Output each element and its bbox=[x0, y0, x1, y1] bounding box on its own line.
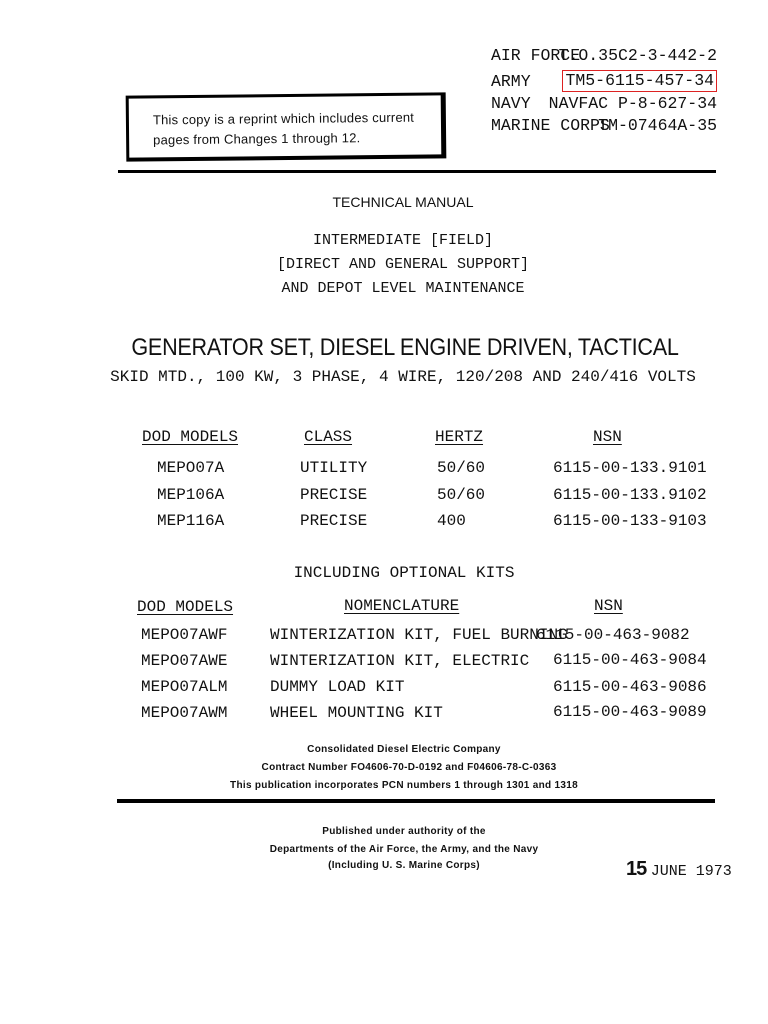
kits-row-4-nsn: 6115-00-463-9089 bbox=[553, 703, 707, 721]
marine-corps-label: MARINE CORPS bbox=[491, 116, 610, 135]
authority-line-2: Departments of the Air Force, the Army, and the Navy bbox=[269, 844, 539, 855]
models-row-1-class: UTILITY bbox=[300, 459, 368, 477]
contract-numbers: Contract Number FO4606-70-D-0192 and F04606-78-C-0363 bbox=[261, 762, 557, 773]
kits-row-1-nomenclature: WINTERIZATION KIT, FUEL BURNING bbox=[270, 626, 568, 644]
header-divider bbox=[118, 170, 716, 173]
air-force-number bbox=[491, 46, 717, 68]
publication-date bbox=[626, 858, 732, 881]
kits-row-4-model: MEPO07AWM bbox=[141, 704, 228, 722]
models-header-model: DOD MODELS bbox=[142, 428, 239, 446]
kits-row-1-nsn: 6115-00-463-9082 bbox=[536, 626, 690, 644]
models-header-class: CLASS bbox=[304, 428, 353, 446]
models-row-2-hertz: 50/60 bbox=[437, 486, 486, 504]
reprint-notice-box bbox=[126, 92, 447, 161]
maintenance-level-line-1: INTERMEDIATE [FIELD] bbox=[312, 232, 494, 249]
maintenance-level-line-3: AND DEPOT LEVEL MAINTENANCE bbox=[281, 280, 525, 297]
kits-heading: INCLUDING OPTIONAL KITS bbox=[293, 564, 515, 582]
navy-number bbox=[491, 94, 717, 116]
maintenance-level-line-2: [DIRECT AND GENERAL SUPPORT] bbox=[276, 256, 530, 273]
contractor-name: Consolidated Diesel Electric Company bbox=[307, 744, 501, 755]
air-force-label: AIR FORCE bbox=[491, 46, 581, 65]
kits-row-2-nomenclature: WINTERIZATION KIT, ELECTRIC bbox=[270, 652, 530, 670]
page-title: GENERATOR SET, DIESEL ENGINE DRIVEN, TACTICAL bbox=[131, 334, 679, 361]
footer-divider bbox=[117, 799, 715, 803]
manual-type: TECHNICAL MANUAL bbox=[332, 194, 474, 210]
kits-header-nsn: NSN bbox=[594, 597, 623, 615]
authority-line-1: Published under authority of the bbox=[322, 826, 486, 837]
models-row-1-hertz: 50/60 bbox=[437, 459, 486, 477]
kits-header-model: DOD MODELS bbox=[137, 598, 234, 616]
marine-corps-number bbox=[491, 116, 717, 138]
models-header-hertz: HERTZ bbox=[435, 428, 484, 446]
authority-line-3: (Including U. S. Marine Corps) bbox=[328, 860, 480, 871]
navy-label: NAVY bbox=[491, 94, 531, 113]
models-row-2-class: PRECISE bbox=[300, 486, 368, 504]
kits-header-nomenclature: NOMENCLATURE bbox=[344, 597, 460, 615]
pcn-statement: This publication incorporates PCN numbers 1 through 1301 and 1318 bbox=[230, 780, 578, 791]
kits-row-3-nomenclature: DUMMY LOAD KIT bbox=[270, 678, 405, 696]
models-row-3-class: PRECISE bbox=[300, 512, 368, 530]
date-day: 15 bbox=[626, 858, 647, 880]
kits-row-3-nsn: 6115-00-463-9086 bbox=[553, 678, 707, 696]
models-row-3-model: MEP116A bbox=[157, 512, 225, 530]
kits-row-1-model: MEPO07AWF bbox=[141, 626, 228, 644]
models-row-3-hertz: 400 bbox=[437, 512, 466, 530]
reprint-notice-line-2: pages from Changes 1 through 12. bbox=[153, 130, 361, 148]
air-force-value: T.O.35C2-3-442-2 bbox=[558, 46, 717, 65]
kits-row-2-model: MEPO07AWE bbox=[141, 652, 228, 670]
models-row-1-nsn: 6115-00-133.9101 bbox=[553, 459, 707, 477]
models-row-3-nsn: 6115-00-133-9103 bbox=[553, 512, 707, 530]
reprint-notice-line-1: This copy is a reprint which includes current bbox=[152, 109, 415, 128]
kits-row-3-model: MEPO07ALM bbox=[141, 678, 228, 696]
army-value: TM5-6115-457-34 bbox=[562, 70, 717, 92]
kits-row-4-nomenclature: WHEEL MOUNTING KIT bbox=[270, 704, 443, 722]
date-month-year: JUNE 1973 bbox=[650, 863, 732, 880]
army-label: ARMY bbox=[491, 72, 531, 91]
navy-value: NAVFAC P-8-627-34 bbox=[548, 94, 717, 113]
models-row-1-model: MEPO07A bbox=[157, 459, 225, 477]
models-row-2-nsn: 6115-00-133.9102 bbox=[553, 486, 707, 504]
models-header-nsn: NSN bbox=[593, 428, 622, 446]
models-row-2-model: MEP106A bbox=[157, 486, 225, 504]
page-subtitle: SKID MTD., 100 KW, 3 PHASE, 4 WIRE, 120/208 AND 240/416 VOLTS bbox=[110, 368, 696, 386]
kits-row-2-nsn: 6115-00-463-9084 bbox=[553, 651, 707, 669]
army-number bbox=[491, 72, 717, 94]
marine-corps-value: TM-07464A-35 bbox=[598, 116, 717, 135]
